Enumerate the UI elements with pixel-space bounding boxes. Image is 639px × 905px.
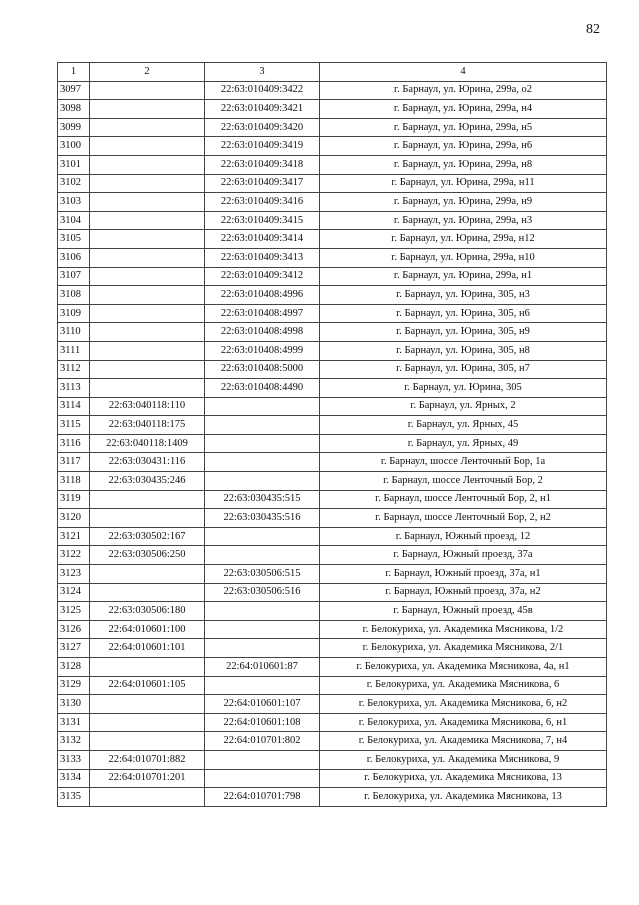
table-header-row: [58, 63, 607, 82]
building-cadastral-number-cell: 22:63:010409:3420: [205, 118, 320, 137]
table-row: [58, 81, 607, 100]
page-number: 82: [586, 22, 600, 37]
address-cell: г. Белокуриха, ул. Академика Мясникова, 1/2: [320, 620, 607, 639]
row-number-cell: 3128: [58, 658, 90, 677]
building-cadastral-number-cell: 22:63:010409:3419: [205, 137, 320, 156]
row-number-cell: 3121: [58, 527, 90, 546]
address-cell: г. Барнаул, ул. Юрина, 305, н9: [320, 323, 607, 342]
land-cadastral-number-cell: 22:63:030506:180: [90, 602, 205, 621]
building-cadastral-number-cell: 22:63:010409:3414: [205, 230, 320, 249]
building-cadastral-number-cell: 22:63:030506:516: [205, 583, 320, 602]
row-number-cell: 3123: [58, 565, 90, 584]
building-cadastral-number-cell: 22:63:010408:4998: [205, 323, 320, 342]
table-row: [58, 416, 607, 435]
land-cadastral-number-cell: [90, 732, 205, 751]
table-row: [58, 397, 607, 416]
row-number-cell: 3116: [58, 434, 90, 453]
table-row: [58, 732, 607, 751]
address-cell: г. Барнаул, ул. Юрина, 299а, н1: [320, 267, 607, 286]
row-number-cell: 3107: [58, 267, 90, 286]
address-cell: г. Белокуриха, ул. Академика Мясникова, 4а, н1: [320, 658, 607, 677]
address-cell: г. Белокуриха, ул. Академика Мясникова, 7, н4: [320, 732, 607, 751]
land-cadastral-number-cell: 22:64:010701:882: [90, 750, 205, 769]
row-number-cell: 3100: [58, 137, 90, 156]
land-cadastral-number-cell: [90, 658, 205, 677]
table-row: [58, 379, 607, 398]
land-cadastral-number-cell: 22:63:040118:110: [90, 397, 205, 416]
table-row: [58, 155, 607, 174]
land-cadastral-number-cell: 22:63:030506:250: [90, 546, 205, 565]
address-cell: г. Барнаул, ул. Ярных, 2: [320, 397, 607, 416]
address-cell: г. Барнаул, ул. Юрина, 299а, н11: [320, 174, 607, 193]
table-row: [58, 769, 607, 788]
address-cell: г. Барнаул, ул. Юрина, 305, н3: [320, 286, 607, 305]
row-number-cell: 3105: [58, 230, 90, 249]
building-cadastral-number-cell: 22:63:010408:4996: [205, 286, 320, 305]
land-cadastral-number-cell: [90, 490, 205, 509]
building-cadastral-number-cell: [205, 397, 320, 416]
row-number-cell: 3103: [58, 193, 90, 212]
table-row: [58, 100, 607, 119]
row-number-cell: 3098: [58, 100, 90, 119]
land-cadastral-number-cell: [90, 211, 205, 230]
land-cadastral-number-cell: [90, 713, 205, 732]
land-cadastral-number-cell: [90, 267, 205, 286]
table-row: [58, 360, 607, 379]
table-row: [58, 286, 607, 305]
table-row: [58, 211, 607, 230]
table-row: [58, 658, 607, 677]
address-cell: г. Барнаул, ул. Юрина, 299а, о2: [320, 81, 607, 100]
building-cadastral-number-cell: 22:64:010701:798: [205, 788, 320, 807]
land-cadastral-number-cell: 22:63:040118:175: [90, 416, 205, 435]
building-cadastral-number-cell: 22:64:010601:87: [205, 658, 320, 677]
building-cadastral-number-cell: 22:63:010409:3415: [205, 211, 320, 230]
address-cell: г. Белокуриха, ул. Академика Мясникова, 13: [320, 788, 607, 807]
land-cadastral-number-cell: [90, 137, 205, 156]
building-cadastral-number-cell: [205, 416, 320, 435]
table-row: [58, 193, 607, 212]
row-number-cell: 3119: [58, 490, 90, 509]
table-row: [58, 118, 607, 137]
table-row: [58, 174, 607, 193]
land-cadastral-number-cell: 22:64:010601:101: [90, 639, 205, 658]
land-cadastral-number-cell: [90, 174, 205, 193]
table-row: [58, 583, 607, 602]
address-cell: г. Белокуриха, ул. Академика Мясникова, 6: [320, 676, 607, 695]
table-row: [58, 453, 607, 472]
column-header-1: 1: [58, 63, 90, 82]
row-number-cell: 3102: [58, 174, 90, 193]
table-row: [58, 602, 607, 621]
address-cell: г. Белокуриха, ул. Академика Мясникова, 6, н2: [320, 695, 607, 714]
row-number-cell: 3130: [58, 695, 90, 714]
table-row: [58, 137, 607, 156]
building-cadastral-number-cell: [205, 639, 320, 658]
row-number-cell: 3133: [58, 750, 90, 769]
table-row: [58, 248, 607, 267]
row-number-cell: 3101: [58, 155, 90, 174]
land-cadastral-number-cell: [90, 341, 205, 360]
building-cadastral-number-cell: 22:63:030435:515: [205, 490, 320, 509]
building-cadastral-number-cell: 22:63:010409:3418: [205, 155, 320, 174]
land-cadastral-number-cell: [90, 304, 205, 323]
row-number-cell: 3106: [58, 248, 90, 267]
table-row: [58, 230, 607, 249]
row-number-cell: 3115: [58, 416, 90, 435]
land-cadastral-number-cell: [90, 155, 205, 174]
address-cell: г. Барнаул, ул. Юрина, 299а, н3: [320, 211, 607, 230]
address-cell: г. Барнаул, ул. Ярных, 45: [320, 416, 607, 435]
row-number-cell: 3099: [58, 118, 90, 137]
row-number-cell: 3122: [58, 546, 90, 565]
address-cell: г. Барнаул, ул. Ярных, 49: [320, 434, 607, 453]
land-cadastral-number-cell: [90, 695, 205, 714]
building-cadastral-number-cell: 22:63:030506:515: [205, 565, 320, 584]
address-cell: г. Барнаул, Южный проезд, 12: [320, 527, 607, 546]
row-number-cell: 3111: [58, 341, 90, 360]
building-cadastral-number-cell: 22:63:030435:516: [205, 509, 320, 528]
table-row: [58, 323, 607, 342]
table-row: [58, 490, 607, 509]
land-cadastral-number-cell: [90, 379, 205, 398]
row-number-cell: 3126: [58, 620, 90, 639]
table-row: [58, 509, 607, 528]
land-cadastral-number-cell: [90, 788, 205, 807]
address-cell: г. Барнаул, ул. Юрина, 299а, н8: [320, 155, 607, 174]
property-registry-table: [57, 62, 607, 807]
row-number-cell: 3129: [58, 676, 90, 695]
land-cadastral-number-cell: [90, 286, 205, 305]
row-number-cell: 3118: [58, 472, 90, 491]
address-cell: г. Барнаул, ул. Юрина, 305, н7: [320, 360, 607, 379]
land-cadastral-number-cell: [90, 360, 205, 379]
table-row: [58, 472, 607, 491]
address-cell: г. Барнаул, ул. Юрина, 299а, н12: [320, 230, 607, 249]
row-number-cell: 3127: [58, 639, 90, 658]
address-cell: г. Белокуриха, ул. Академика Мясникова, 2/1: [320, 639, 607, 658]
address-cell: г. Барнаул, Южный проезд, 45в: [320, 602, 607, 621]
address-cell: г. Барнаул, ул. Юрина, 305, н6: [320, 304, 607, 323]
address-cell: г. Барнаул, ул. Юрина, 299а, н6: [320, 137, 607, 156]
address-cell: г. Барнаул, Южный проезд, 37а: [320, 546, 607, 565]
land-cadastral-number-cell: [90, 509, 205, 528]
land-cadastral-number-cell: 22:63:040118:1409: [90, 434, 205, 453]
row-number-cell: 3110: [58, 323, 90, 342]
land-cadastral-number-cell: 22:63:030502:167: [90, 527, 205, 546]
building-cadastral-number-cell: [205, 472, 320, 491]
land-cadastral-number-cell: 22:64:010601:105: [90, 676, 205, 695]
building-cadastral-number-cell: [205, 453, 320, 472]
row-number-cell: 3120: [58, 509, 90, 528]
table-body: [58, 81, 607, 806]
land-cadastral-number-cell: [90, 323, 205, 342]
table-row: [58, 527, 607, 546]
building-cadastral-number-cell: 22:63:010409:3421: [205, 100, 320, 119]
building-cadastral-number-cell: [205, 527, 320, 546]
address-cell: г. Барнаул, шоссе Ленточный Бор, 2, н2: [320, 509, 607, 528]
address-cell: г. Барнаул, Южный проезд, 37а, н1: [320, 565, 607, 584]
land-cadastral-number-cell: [90, 248, 205, 267]
column-header-4: 4: [320, 63, 607, 82]
row-number-cell: 3132: [58, 732, 90, 751]
building-cadastral-number-cell: [205, 434, 320, 453]
table-row: [58, 750, 607, 769]
row-number-cell: 3097: [58, 81, 90, 100]
row-number-cell: 3125: [58, 602, 90, 621]
row-number-cell: 3109: [58, 304, 90, 323]
building-cadastral-number-cell: 22:63:010408:4999: [205, 341, 320, 360]
address-cell: г. Барнаул, ул. Юрина, 299а, н4: [320, 100, 607, 119]
table-row: [58, 620, 607, 639]
row-number-cell: 3108: [58, 286, 90, 305]
land-cadastral-number-cell: [90, 230, 205, 249]
row-number-cell: 3114: [58, 397, 90, 416]
row-number-cell: 3124: [58, 583, 90, 602]
address-cell: г. Белокуриха, ул. Академика Мясникова, 9: [320, 750, 607, 769]
table-row: [58, 304, 607, 323]
address-cell: г. Барнаул, шоссе Ленточный Бор, 2: [320, 472, 607, 491]
table-row: [58, 565, 607, 584]
building-cadastral-number-cell: [205, 750, 320, 769]
land-cadastral-number-cell: 22:64:010701:201: [90, 769, 205, 788]
row-number-cell: 3135: [58, 788, 90, 807]
address-cell: г. Барнаул, ул. Юрина, 305: [320, 379, 607, 398]
row-number-cell: 3104: [58, 211, 90, 230]
table-row: [58, 639, 607, 658]
land-cadastral-number-cell: 22:63:030431:116: [90, 453, 205, 472]
land-cadastral-number-cell: [90, 193, 205, 212]
row-number-cell: 3113: [58, 379, 90, 398]
building-cadastral-number-cell: 22:63:010409:3422: [205, 81, 320, 100]
address-cell: г. Барнаул, ул. Юрина, 305, н8: [320, 341, 607, 360]
table-row: [58, 546, 607, 565]
row-number-cell: 3117: [58, 453, 90, 472]
building-cadastral-number-cell: [205, 620, 320, 639]
building-cadastral-number-cell: [205, 546, 320, 565]
table-row: [58, 267, 607, 286]
land-cadastral-number-cell: 22:64:010601:100: [90, 620, 205, 639]
table-row: [58, 695, 607, 714]
address-cell: г. Барнаул, ул. Юрина, 299а, н9: [320, 193, 607, 212]
building-cadastral-number-cell: [205, 769, 320, 788]
land-cadastral-number-cell: [90, 565, 205, 584]
building-cadastral-number-cell: 22:63:010408:4997: [205, 304, 320, 323]
row-number-cell: 3134: [58, 769, 90, 788]
table-row: [58, 434, 607, 453]
building-cadastral-number-cell: 22:64:010601:107: [205, 695, 320, 714]
land-cadastral-number-cell: [90, 81, 205, 100]
building-cadastral-number-cell: 22:63:010409:3416: [205, 193, 320, 212]
table-row: [58, 788, 607, 807]
building-cadastral-number-cell: 22:63:010408:5000: [205, 360, 320, 379]
table-row: [58, 341, 607, 360]
building-cadastral-number-cell: 22:63:010409:3417: [205, 174, 320, 193]
address-cell: г. Барнаул, Южный проезд, 37а, н2: [320, 583, 607, 602]
building-cadastral-number-cell: 22:63:010409:3413: [205, 248, 320, 267]
address-cell: г. Барнаул, шоссе Ленточный Бор, 2, н1: [320, 490, 607, 509]
land-cadastral-number-cell: [90, 583, 205, 602]
building-cadastral-number-cell: [205, 676, 320, 695]
address-cell: г. Барнаул, шоссе Ленточный Бор, 1а: [320, 453, 607, 472]
column-header-3: 3: [205, 63, 320, 82]
address-cell: г. Барнаул, ул. Юрина, 299а, н10: [320, 248, 607, 267]
land-cadastral-number-cell: 22:63:030435:246: [90, 472, 205, 491]
table-row: [58, 676, 607, 695]
building-cadastral-number-cell: [205, 602, 320, 621]
address-cell: г. Белокуриха, ул. Академика Мясникова, 6, н1: [320, 713, 607, 732]
row-number-cell: 3112: [58, 360, 90, 379]
address-cell: г. Белокуриха, ул. Академика Мясникова, 13: [320, 769, 607, 788]
building-cadastral-number-cell: 22:64:010701:802: [205, 732, 320, 751]
land-cadastral-number-cell: [90, 118, 205, 137]
building-cadastral-number-cell: 22:64:010601:108: [205, 713, 320, 732]
column-header-2: 2: [90, 63, 205, 82]
address-cell: г. Барнаул, ул. Юрина, 299а, н5: [320, 118, 607, 137]
land-cadastral-number-cell: [90, 100, 205, 119]
building-cadastral-number-cell: 22:63:010409:3412: [205, 267, 320, 286]
row-number-cell: 3131: [58, 713, 90, 732]
building-cadastral-number-cell: 22:63:010408:4490: [205, 379, 320, 398]
table-row: [58, 713, 607, 732]
